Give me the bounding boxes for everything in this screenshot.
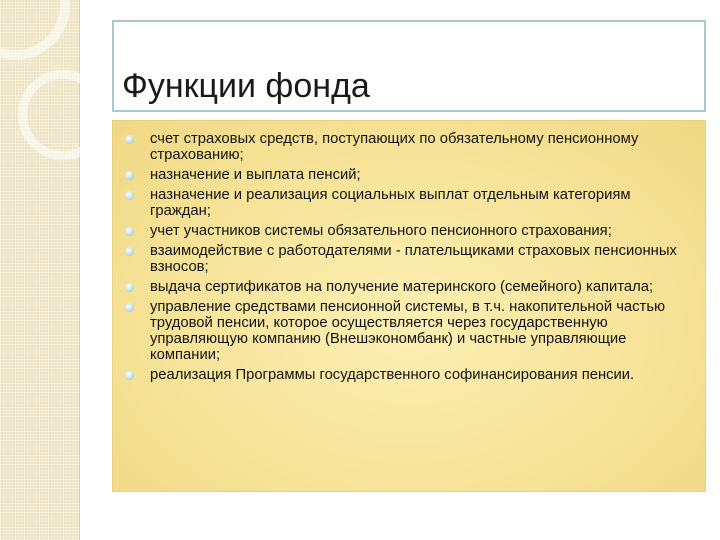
bullet-icon — [125, 247, 134, 256]
bullet-icon — [125, 135, 134, 144]
list-item-text: назначение и выплата пенсий; — [150, 167, 361, 183]
decorative-side-band — [0, 0, 80, 540]
bullet-icon — [125, 283, 134, 292]
list-item — [113, 131, 695, 163]
bullet-icon — [125, 171, 134, 180]
list-item-text: назначение и реализация социальных выплат отдельным категориям граждан; — [150, 187, 631, 219]
bullet-icon — [125, 303, 134, 312]
list-item-text: реализация Программы государственного софинансирования пенсии. — [150, 367, 635, 383]
decorative-circle — [18, 70, 108, 160]
list-item-text: управление средствами пенсионной системы, в т.ч. накопительной частью трудовой пенсии, которое осуществляется через государственную управляющую компанию (Внешэкономбанк) и частные управляющие компании; — [150, 299, 666, 363]
list-item-text: счет страховых средств, поступающих по обязательному пенсионному страхованию; — [150, 131, 639, 163]
list-item-text: выдача сертификатов на получение материнского (семейного) капитала; — [150, 279, 654, 295]
list-item — [113, 243, 695, 275]
title-box — [112, 20, 706, 112]
list-item-text: учет участников системы обязательного пенсионного страхования; — [150, 223, 612, 239]
content-box — [112, 120, 706, 492]
list-item — [113, 367, 695, 383]
list-item — [113, 187, 695, 219]
list-item-text: взаимодействие с работодателями - плательщиками страховых пенсионных взносов; — [150, 243, 677, 275]
bullet-icon — [125, 227, 134, 236]
decorative-circle — [0, 0, 70, 60]
slide-title: Функции фонда — [122, 67, 370, 105]
list-item — [113, 299, 695, 363]
bullet-list — [113, 121, 705, 383]
list-item — [113, 223, 695, 239]
list-item — [113, 279, 695, 295]
list-item — [113, 167, 695, 183]
bullet-icon — [125, 371, 134, 380]
bullet-icon — [125, 191, 134, 200]
